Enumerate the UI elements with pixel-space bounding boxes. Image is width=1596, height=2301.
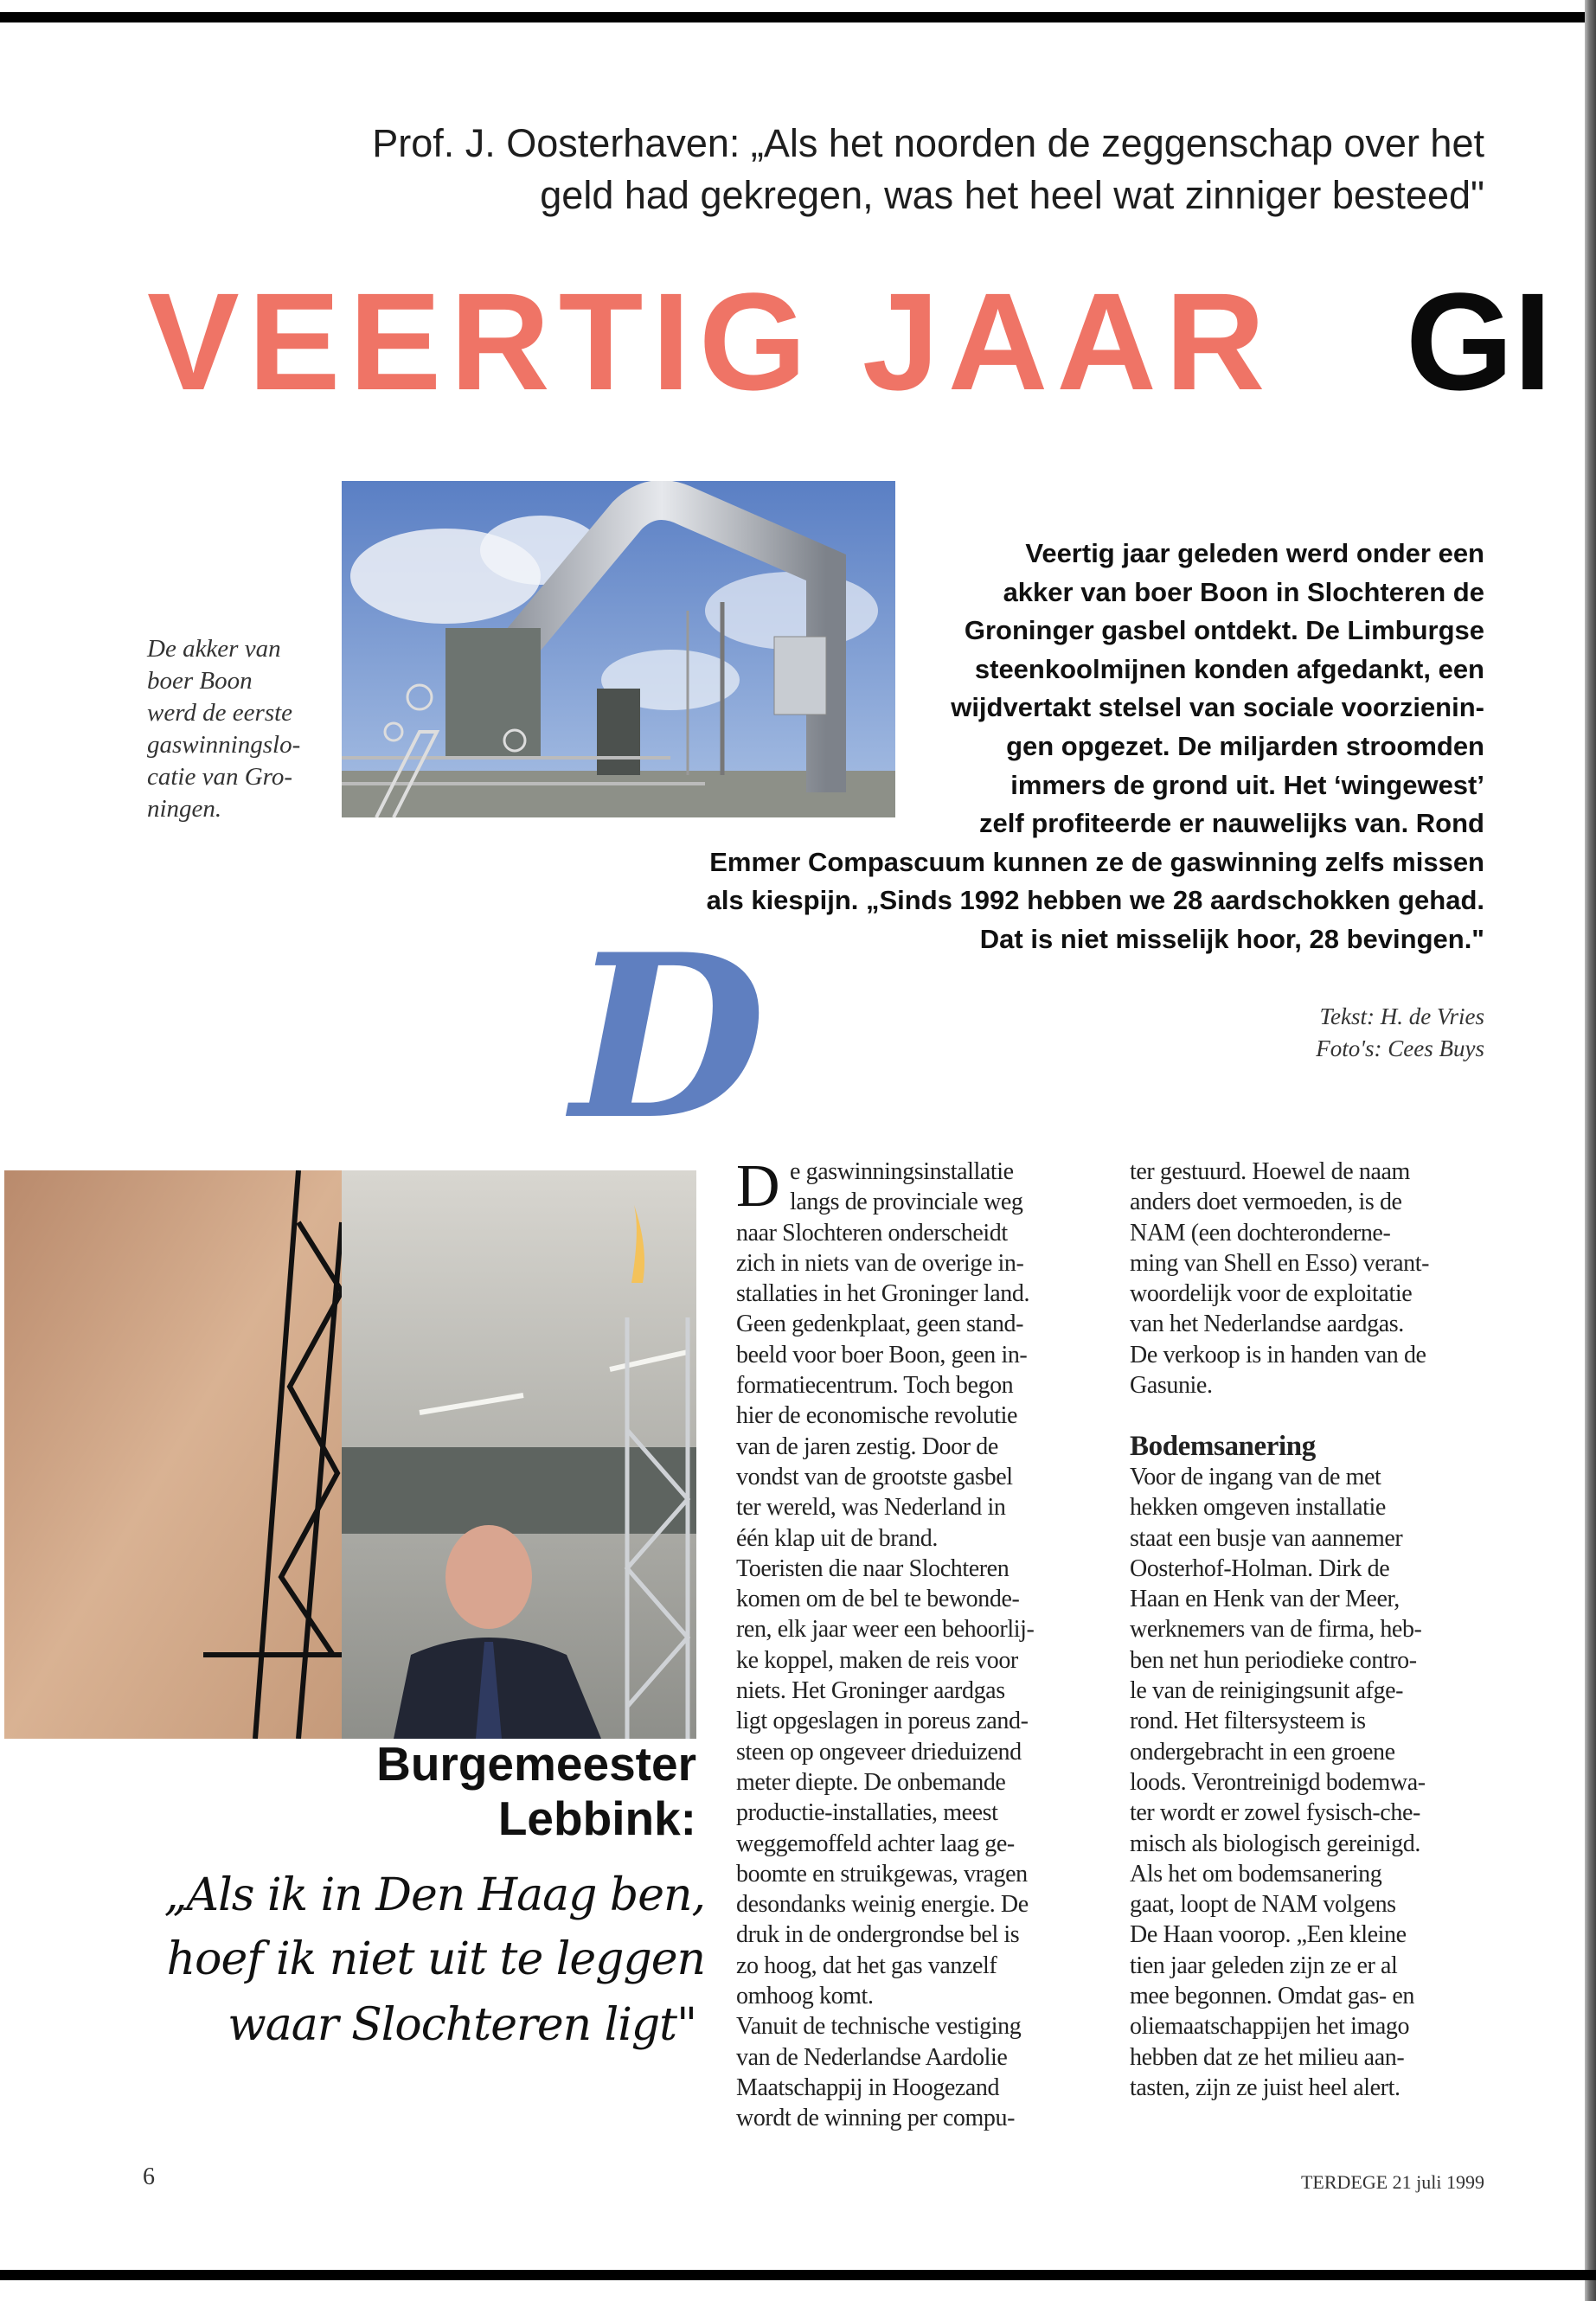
body-line: beeld voor boer Boon, geen in- bbox=[736, 1341, 1028, 1368]
mayor-photo bbox=[4, 1170, 696, 1739]
body-line: ben net hun periodieke contro- bbox=[1130, 1646, 1417, 1674]
body-line: staat een busje van aannemer bbox=[1130, 1524, 1403, 1552]
intro-line: akker van boer Boon in Slochteren de bbox=[1003, 576, 1484, 607]
intro-line: wijdvertakt stelsel van sociale voorzienin- bbox=[951, 692, 1484, 723]
body-line: omhoog komt. bbox=[736, 1983, 874, 2010]
page-edge bbox=[1585, 0, 1596, 2301]
spacer bbox=[1130, 1400, 1493, 1431]
body-line: van de jaren zestig. Door de bbox=[736, 1433, 998, 1460]
body-line: ming van Shell en Esso) verant- bbox=[1130, 1249, 1430, 1277]
caption-line: gaswinningslo- bbox=[147, 731, 301, 759]
body-line: Als het om bodemsanering bbox=[1130, 1860, 1382, 1888]
intro-line: steenkoolmijnen konden afgedankt, een bbox=[974, 653, 1484, 684]
body-line: wordt de winning per compu- bbox=[736, 2105, 1016, 2132]
body-line: ter wordt er zowel fysisch-che- bbox=[1130, 1799, 1420, 1827]
body-line: e gaswinningsinstallatie bbox=[790, 1158, 1014, 1185]
body-line: naar Slochteren onderscheidt bbox=[736, 1219, 1008, 1247]
intro-line: als kiespijn. „Sinds 1992 hebben we 28 aardschokken gehad. bbox=[706, 885, 1484, 916]
body-line: vondst van de grootste gasbel bbox=[736, 1463, 1013, 1490]
body-line: NAM (een dochteronderne- bbox=[1130, 1219, 1391, 1247]
body-line: le van de reinigingsunit afge- bbox=[1130, 1677, 1404, 1705]
body-line: stallaties in het Groninger land. bbox=[736, 1280, 1030, 1308]
body-line: komen om de bel te bewonde- bbox=[736, 1586, 1020, 1613]
body-line: van het Nederlandse aardgas. bbox=[1130, 1311, 1404, 1338]
body-line: weggemoffeld achter laag ge- bbox=[736, 1830, 1015, 1857]
pull-quote-line-1: „Als ik in Den Haag ben, bbox=[163, 1869, 705, 1921]
body-line: werknemers van de firma, heb- bbox=[1130, 1616, 1422, 1644]
body-line: Vanuit de technische vestiging bbox=[736, 2013, 1022, 2041]
body-line: langs de provinciale weg bbox=[790, 1189, 1023, 1216]
body-line: rond. Het filtersysteem is bbox=[1130, 1708, 1366, 1735]
caption-line: boer Boon bbox=[147, 667, 253, 695]
body-line: Voor de ingang van de met bbox=[1130, 1463, 1381, 1490]
decorative-initial: D bbox=[571, 906, 766, 1170]
pull-quote-heading-2: Lebbink: bbox=[497, 1791, 696, 1845]
caption-line: ningen. bbox=[147, 795, 222, 823]
body-line: meter diepte. De onbemande bbox=[736, 1768, 1006, 1796]
body-line: Gasunie. bbox=[1130, 1372, 1213, 1400]
body-column-1 bbox=[736, 1153, 1108, 2134]
body-line: hekken omgeven installatie bbox=[1130, 1494, 1386, 1522]
top-rule bbox=[0, 12, 1585, 22]
page-number: 6 bbox=[143, 2163, 155, 2190]
intro-line: Groninger gasbel ontdekt. De Limburgse bbox=[964, 615, 1484, 646]
intro-line: zelf profiteerde er nauwelijks van. Rond bbox=[979, 808, 1484, 839]
headline-black: GI bbox=[1406, 264, 1552, 419]
body-line: ter gestuurd. Hoewel de naam bbox=[1130, 1158, 1410, 1185]
subtitle-line-2: geld had gekregen, was het heel wat zinniger besteed" bbox=[540, 173, 1484, 217]
photo-credit: Foto's: Cees Buys bbox=[1316, 1035, 1484, 1061]
body-line: oliemaatschappijen het imago bbox=[1130, 2013, 1410, 2041]
pull-quote-line-2: hoef ik niet uit te leggen bbox=[166, 1933, 705, 1985]
body-line: ren, elk jaar weer een behoorlij- bbox=[736, 1616, 1035, 1644]
intro-line: Emmer Compascuum kunnen ze de gaswinning zelfs missen bbox=[709, 846, 1484, 877]
body-line: ter wereld, was Nederland in bbox=[736, 1494, 1006, 1522]
intro-line: immers de grond uit. Het ‘wingewest’ bbox=[1010, 769, 1484, 800]
body-line: Toeristen die naar Slochteren bbox=[736, 1554, 1010, 1582]
body-line: van de Nederlandse Aardolie bbox=[736, 2043, 1008, 2071]
bottom-rule bbox=[0, 2270, 1596, 2280]
body-line: gaat, loopt de NAM volgens bbox=[1130, 1891, 1396, 1919]
body-line: niets. Het Groninger aardgas bbox=[736, 1677, 1005, 1705]
body-line: loods. Verontreinigd bodemwa- bbox=[1130, 1768, 1426, 1796]
body-line: Haan en Henk van der Meer, bbox=[1130, 1586, 1400, 1613]
body-line: formatiecentrum. Toch begon bbox=[736, 1372, 1014, 1400]
body-line: Oosterhof-Holman. Dirk de bbox=[1130, 1554, 1390, 1582]
body-line: druk in de ondergrondse bel is bbox=[736, 1921, 1020, 1949]
body-line: hier de economische revolutie bbox=[736, 1402, 1018, 1430]
body-line: De verkoop is in handen van de bbox=[1130, 1341, 1426, 1368]
body-line: mee begonnen. Omdat gas- en bbox=[1130, 1983, 1414, 2010]
body-line: anders doet vermoeden, is de bbox=[1130, 1189, 1402, 1216]
drop-cap: D bbox=[736, 1153, 780, 1220]
publication-footer: TERDEGE 21 juli 1999 bbox=[1300, 2171, 1484, 2193]
body-line: ke koppel, maken de reis voor bbox=[736, 1646, 1018, 1674]
section-heading: Bodemsanering bbox=[1130, 1430, 1316, 1462]
body-line: Maatschappij in Hoogezand bbox=[736, 2073, 1000, 2101]
body-line: ondergebracht in een groene bbox=[1130, 1738, 1395, 1766]
photo-caption bbox=[147, 633, 311, 825]
body-line: boomte en struikgewas, vragen bbox=[736, 1860, 1028, 1888]
body-line: één klap uit de brand. bbox=[736, 1524, 939, 1552]
body-line: tien jaar geleden zijn ze er al bbox=[1130, 1952, 1398, 1979]
body-line: zich in niets van de overige in- bbox=[736, 1249, 1024, 1277]
intro-line: Dat is niet misselijk hoor, 28 bevingen." bbox=[979, 924, 1484, 954]
body-line: De Haan voorop. „Een kleine bbox=[1130, 1921, 1407, 1949]
intro-line: Veertig jaar geleden werd onder een bbox=[1025, 538, 1484, 568]
body-line: steen op ongeveer drieduizend bbox=[736, 1738, 1022, 1766]
body-line: ligt opgeslagen in poreus zand- bbox=[736, 1708, 1029, 1735]
body-line: desondanks weinig energie. De bbox=[736, 1891, 1029, 1919]
caption-line: catie van Gro- bbox=[147, 763, 293, 791]
intro-line: gen opgezet. De miljarden stroomden bbox=[1006, 731, 1484, 761]
body-line: tasten, zijn ze juist heel alert. bbox=[1130, 2073, 1401, 2101]
body-line: woordelijk voor de exploitatie bbox=[1130, 1280, 1413, 1308]
body-line: hebben dat ze het milieu aan- bbox=[1130, 2043, 1405, 2071]
body-line: productie-installaties, meest bbox=[736, 1799, 998, 1827]
pull-quote-heading-1: Burgemeester bbox=[376, 1737, 696, 1791]
gas-installation-photo bbox=[342, 481, 895, 817]
body-column-2 bbox=[1130, 1157, 1493, 2103]
body-line: Geen gedenkplaat, geen stand- bbox=[736, 1311, 1024, 1338]
subtitle-line-1: Prof. J. Oosterhaven: „Als het noorden de zeggenschap over het bbox=[372, 121, 1484, 165]
pull-quote-line-3: waar Slochteren ligt" bbox=[228, 1999, 696, 2051]
body-line: misch als biologisch gereinigd. bbox=[1130, 1830, 1420, 1857]
caption-line: werd de eerste bbox=[147, 699, 293, 727]
headline-red: VEERTIG JAAR bbox=[147, 264, 1274, 419]
author-credit: Tekst: H. de Vries bbox=[1319, 1003, 1484, 1029]
body-line: zo hoog, dat het gas vanzelf bbox=[736, 1952, 997, 1979]
caption-line: De akker van bbox=[147, 635, 281, 663]
